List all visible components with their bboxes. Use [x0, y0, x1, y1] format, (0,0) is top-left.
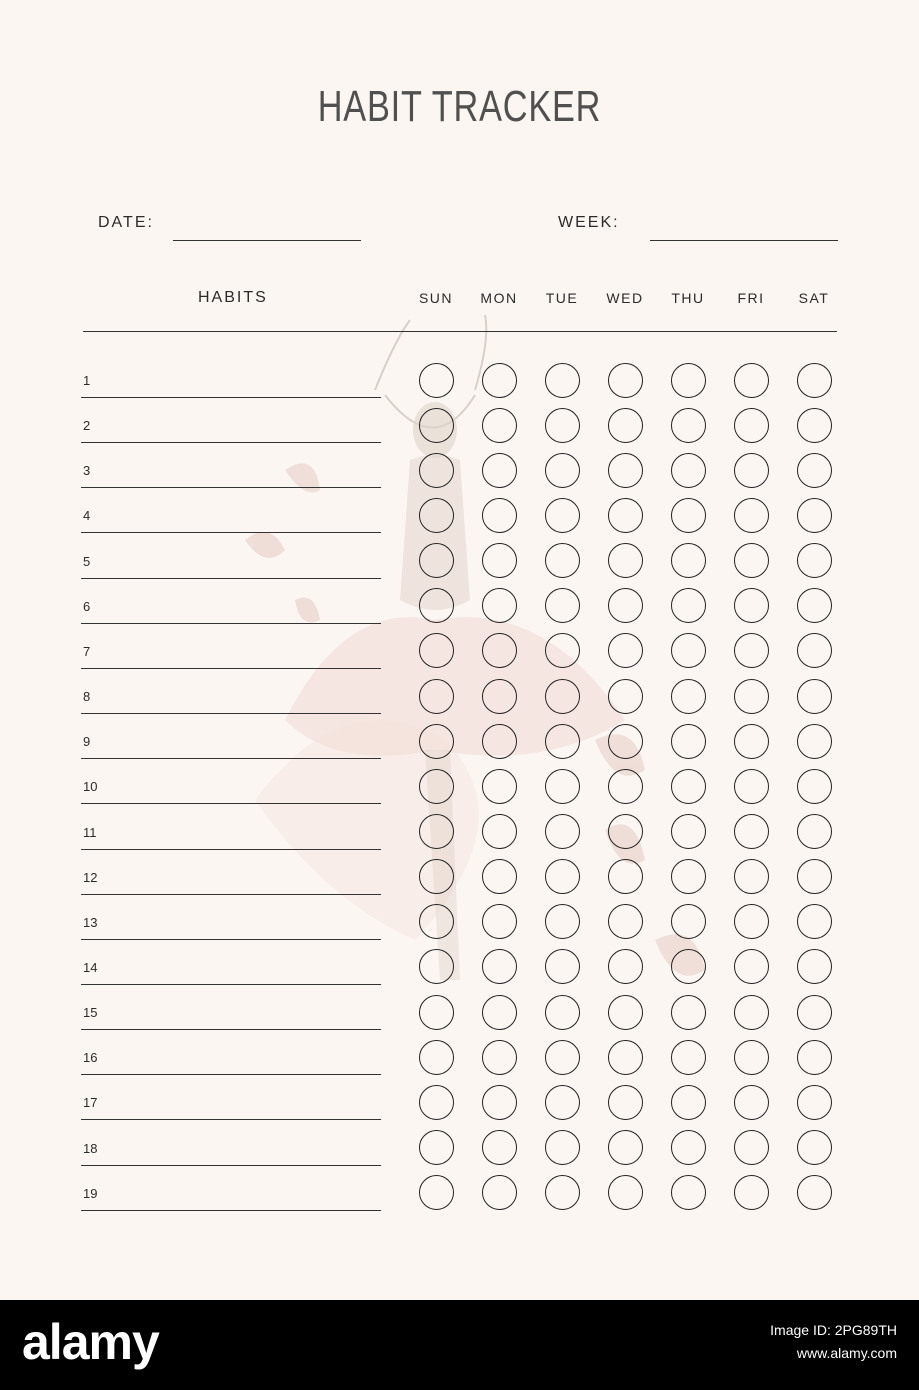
habit-line-field[interactable]: [81, 1074, 381, 1075]
habit-number: 11: [83, 824, 97, 840]
habit-checkbox-sun[interactable]: [419, 1130, 454, 1165]
habit-line-field[interactable]: [81, 713, 381, 714]
habit-checkbox-tue[interactable]: [545, 769, 580, 804]
habit-checkbox-mon[interactable]: [482, 995, 517, 1030]
habit-checkbox-wed[interactable]: [608, 363, 643, 398]
habit-checkbox-mon[interactable]: [482, 498, 517, 533]
habit-checkbox-fri[interactable]: [734, 859, 769, 894]
habit-checkbox-tue[interactable]: [545, 1175, 580, 1210]
day-header-wed: WED: [606, 290, 644, 306]
footer-logo: alamy: [22, 1314, 159, 1370]
habit-checkbox-tue[interactable]: [545, 453, 580, 488]
habit-checkbox-sat[interactable]: [797, 724, 832, 759]
habit-number: 17: [83, 1095, 98, 1111]
habit-checkbox-thu[interactable]: [671, 949, 706, 984]
habit-checkbox-thu[interactable]: [671, 543, 706, 578]
habit-checkbox-wed[interactable]: [608, 1040, 643, 1075]
habit-checkbox-wed[interactable]: [608, 724, 643, 759]
habit-checkbox-thu[interactable]: [671, 363, 706, 398]
habit-checkbox-thu[interactable]: [671, 769, 706, 804]
day-header-tue: TUE: [545, 290, 579, 306]
habit-checkbox-tue[interactable]: [545, 363, 580, 398]
habit-checkbox-fri[interactable]: [734, 588, 769, 623]
habit-checkbox-fri[interactable]: [734, 814, 769, 849]
habit-checkbox-sat[interactable]: [797, 498, 832, 533]
habit-checkbox-tue[interactable]: [545, 1085, 580, 1120]
habit-checkbox-fri[interactable]: [734, 679, 769, 714]
habit-number: 1: [83, 373, 91, 388]
habit-checkbox-thu[interactable]: [671, 995, 706, 1030]
habit-checkbox-wed[interactable]: [608, 995, 643, 1030]
habit-checkbox-fri[interactable]: [734, 724, 769, 759]
habit-checkbox-sun[interactable]: [419, 995, 454, 1030]
habit-number: 7: [83, 643, 91, 659]
habit-checkbox-wed[interactable]: [608, 814, 643, 849]
habit-checkbox-fri[interactable]: [734, 949, 769, 984]
habit-checkbox-sun[interactable]: [419, 1040, 454, 1075]
habit-checkbox-sun[interactable]: [419, 949, 454, 984]
habit-checkbox-sat[interactable]: [797, 1040, 832, 1075]
habit-checkbox-sat[interactable]: [797, 995, 832, 1030]
habit-checkbox-sat[interactable]: [797, 769, 832, 804]
habit-checkbox-wed[interactable]: [608, 588, 643, 623]
habit-checkbox-tue[interactable]: [545, 588, 580, 623]
habit-checkbox-sun[interactable]: [419, 363, 454, 398]
habits-header: HABITS: [198, 289, 268, 306]
habit-checkbox-mon[interactable]: [482, 1130, 517, 1165]
day-header-sat: SAT: [798, 290, 830, 306]
habit-number: 2: [83, 418, 91, 434]
habit-checkbox-sun[interactable]: [419, 1085, 454, 1120]
page-title: HABIT TRACKER: [317, 82, 602, 131]
habit-line-field[interactable]: [81, 442, 381, 443]
habit-checkbox-tue[interactable]: [545, 995, 580, 1030]
habit-checkbox-sat[interactable]: [797, 588, 832, 623]
habit-number: 3: [83, 463, 91, 479]
habit-checkbox-thu[interactable]: [671, 859, 706, 894]
habit-line-field[interactable]: [81, 532, 381, 533]
habit-checkbox-sun[interactable]: [419, 769, 454, 804]
habit-checkbox-mon[interactable]: [482, 679, 517, 714]
habit-line-field[interactable]: [81, 668, 381, 669]
habit-checkbox-thu[interactable]: [671, 408, 706, 443]
habit-number: 10: [83, 779, 98, 795]
habit-checkbox-fri[interactable]: [734, 408, 769, 443]
habit-checkbox-mon[interactable]: [482, 769, 517, 804]
habit-checkbox-thu[interactable]: [671, 814, 706, 849]
habit-checkbox-thu[interactable]: [671, 724, 706, 759]
habit-checkbox-sat[interactable]: [797, 679, 832, 714]
habit-checkbox-thu[interactable]: [671, 453, 706, 488]
week-field[interactable]: [650, 240, 838, 241]
habit-line-field[interactable]: [81, 894, 381, 895]
footer-image-id: Image ID: 2PG89TH: [770, 1322, 897, 1338]
footer-site: www.alamy.com: [796, 1345, 897, 1361]
habit-checkbox-sat[interactable]: [797, 363, 832, 398]
habit-checkbox-sun[interactable]: [419, 814, 454, 849]
habit-line-field[interactable]: [81, 803, 381, 804]
habit-number: 4: [83, 508, 91, 524]
day-header-fri: FRI: [737, 290, 765, 306]
date-field[interactable]: [173, 240, 361, 241]
habit-checkbox-tue[interactable]: [545, 1130, 580, 1165]
habit-checkbox-wed[interactable]: [608, 543, 643, 578]
habit-number: 12: [83, 869, 98, 885]
header-divider: [83, 331, 837, 332]
habit-checkbox-sun[interactable]: [419, 498, 454, 533]
habit-checkbox-wed[interactable]: [608, 633, 643, 668]
habit-number: 8: [83, 689, 91, 705]
habit-checkbox-sat[interactable]: [797, 1130, 832, 1165]
habit-checkbox-tue[interactable]: [545, 633, 580, 668]
habit-line-field[interactable]: [81, 849, 381, 850]
habit-checkbox-mon[interactable]: [482, 408, 517, 443]
habit-checkbox-tue[interactable]: [545, 498, 580, 533]
date-label: DATE:: [98, 214, 154, 231]
habit-checkbox-sat[interactable]: [797, 633, 832, 668]
habit-checkbox-fri[interactable]: [734, 904, 769, 939]
habit-checkbox-fri[interactable]: [734, 769, 769, 804]
habit-checkbox-wed[interactable]: [608, 498, 643, 533]
habit-checkbox-tue[interactable]: [545, 949, 580, 984]
butterfly-icon: [245, 532, 285, 558]
habit-line-field[interactable]: [81, 939, 381, 940]
habit-checkbox-fri[interactable]: [734, 1085, 769, 1120]
habit-checkbox-mon[interactable]: [482, 633, 517, 668]
habit-checkbox-sun[interactable]: [419, 588, 454, 623]
habit-checkbox-sun[interactable]: [419, 679, 454, 714]
habit-checkbox-fri[interactable]: [734, 1175, 769, 1210]
habit-number: 6: [83, 598, 91, 614]
habit-checkbox-thu[interactable]: [671, 498, 706, 533]
habit-checkbox-wed[interactable]: [608, 904, 643, 939]
habit-number: 9: [83, 734, 91, 750]
habit-checkbox-wed[interactable]: [608, 408, 643, 443]
habit-checkbox-wed[interactable]: [608, 679, 643, 714]
habit-checkbox-sat[interactable]: [797, 408, 832, 443]
habit-checkbox-sat[interactable]: [797, 949, 832, 984]
habit-checkbox-mon[interactable]: [482, 543, 517, 578]
habit-checkbox-fri[interactable]: [734, 995, 769, 1030]
habit-number: 14: [83, 959, 98, 975]
habit-checkbox-sat[interactable]: [797, 904, 832, 939]
habit-checkbox-mon[interactable]: [482, 814, 517, 849]
habit-checkbox-tue[interactable]: [545, 543, 580, 578]
habit-checkbox-thu[interactable]: [671, 1040, 706, 1075]
habit-checkbox-tue[interactable]: [545, 724, 580, 759]
habit-checkbox-mon[interactable]: [482, 1040, 517, 1075]
habit-checkbox-fri[interactable]: [734, 498, 769, 533]
habit-checkbox-wed[interactable]: [608, 1175, 643, 1210]
habit-checkbox-thu[interactable]: [671, 1130, 706, 1165]
habit-checkbox-sun[interactable]: [419, 724, 454, 759]
butterfly-icon: [295, 598, 320, 623]
habit-checkbox-mon[interactable]: [482, 904, 517, 939]
habit-checkbox-mon[interactable]: [482, 453, 517, 488]
habit-line-field[interactable]: [81, 623, 381, 624]
habit-checkbox-tue[interactable]: [545, 408, 580, 443]
habit-checkbox-sun[interactable]: [419, 859, 454, 894]
habit-checkbox-mon[interactable]: [482, 859, 517, 894]
habit-checkbox-wed[interactable]: [608, 769, 643, 804]
habit-line-field[interactable]: [81, 1119, 381, 1120]
habit-line-field[interactable]: [81, 1210, 381, 1211]
habit-checkbox-thu[interactable]: [671, 633, 706, 668]
day-header-mon: MON: [480, 290, 518, 306]
habit-checkbox-sat[interactable]: [797, 1175, 832, 1210]
habit-checkbox-tue[interactable]: [545, 1040, 580, 1075]
habit-number: 16: [83, 1050, 98, 1066]
habit-checkbox-thu[interactable]: [671, 588, 706, 623]
habit-checkbox-sat[interactable]: [797, 543, 832, 578]
habit-checkbox-thu[interactable]: [671, 679, 706, 714]
habit-number: 19: [83, 1185, 98, 1201]
habit-line-field[interactable]: [81, 397, 381, 398]
habit-checkbox-sun[interactable]: [419, 543, 454, 578]
habit-checkbox-mon[interactable]: [482, 363, 517, 398]
habit-checkbox-tue[interactable]: [545, 859, 580, 894]
habit-checkbox-fri[interactable]: [734, 453, 769, 488]
habit-checkbox-sat[interactable]: [797, 453, 832, 488]
habit-checkbox-fri[interactable]: [734, 1130, 769, 1165]
habit-checkbox-thu[interactable]: [671, 1175, 706, 1210]
day-header-thu: THU: [671, 290, 705, 306]
habit-checkbox-fri[interactable]: [734, 633, 769, 668]
habit-checkbox-thu[interactable]: [671, 1085, 706, 1120]
habit-line-field[interactable]: [81, 1165, 381, 1166]
habit-checkbox-tue[interactable]: [545, 679, 580, 714]
habit-number: 13: [83, 914, 98, 930]
habit-checkbox-thu[interactable]: [671, 904, 706, 939]
habit-checkbox-fri[interactable]: [734, 363, 769, 398]
habit-number: 15: [83, 1005, 98, 1021]
habit-checkbox-fri[interactable]: [734, 1040, 769, 1075]
habit-checkbox-wed[interactable]: [608, 453, 643, 488]
day-header-sun: SUN: [418, 290, 454, 306]
habit-checkbox-sat[interactable]: [797, 814, 832, 849]
week-label: WEEK:: [558, 214, 620, 231]
habit-number: 5: [83, 553, 91, 569]
habit-checkbox-fri[interactable]: [734, 543, 769, 578]
habit-checkbox-mon[interactable]: [482, 588, 517, 623]
habit-checkbox-sun[interactable]: [419, 633, 454, 668]
habit-checkbox-wed[interactable]: [608, 1085, 643, 1120]
habit-checkbox-mon[interactable]: [482, 1085, 517, 1120]
habit-checkbox-tue[interactable]: [545, 904, 580, 939]
habit-checkbox-wed[interactable]: [608, 859, 643, 894]
habit-checkbox-mon[interactable]: [482, 949, 517, 984]
habit-checkbox-sat[interactable]: [797, 859, 832, 894]
habit-number: 18: [83, 1140, 98, 1156]
habit-checkbox-tue[interactable]: [545, 814, 580, 849]
habit-checkbox-sun[interactable]: [419, 408, 454, 443]
habit-line-field[interactable]: [81, 487, 381, 488]
habit-checkbox-mon[interactable]: [482, 1175, 517, 1210]
habit-checkbox-wed[interactable]: [608, 949, 643, 984]
habit-checkbox-wed[interactable]: [608, 1130, 643, 1165]
habit-line-field[interactable]: [81, 758, 381, 759]
habit-checkbox-sun[interactable]: [419, 904, 454, 939]
habit-line-field[interactable]: [81, 984, 381, 985]
habit-line-field[interactable]: [81, 578, 381, 579]
habit-checkbox-sun[interactable]: [419, 1175, 454, 1210]
habit-line-field[interactable]: [81, 1029, 381, 1030]
habit-checkbox-sat[interactable]: [797, 1085, 832, 1120]
habit-checkbox-mon[interactable]: [482, 724, 517, 759]
habit-checkbox-sun[interactable]: [419, 453, 454, 488]
